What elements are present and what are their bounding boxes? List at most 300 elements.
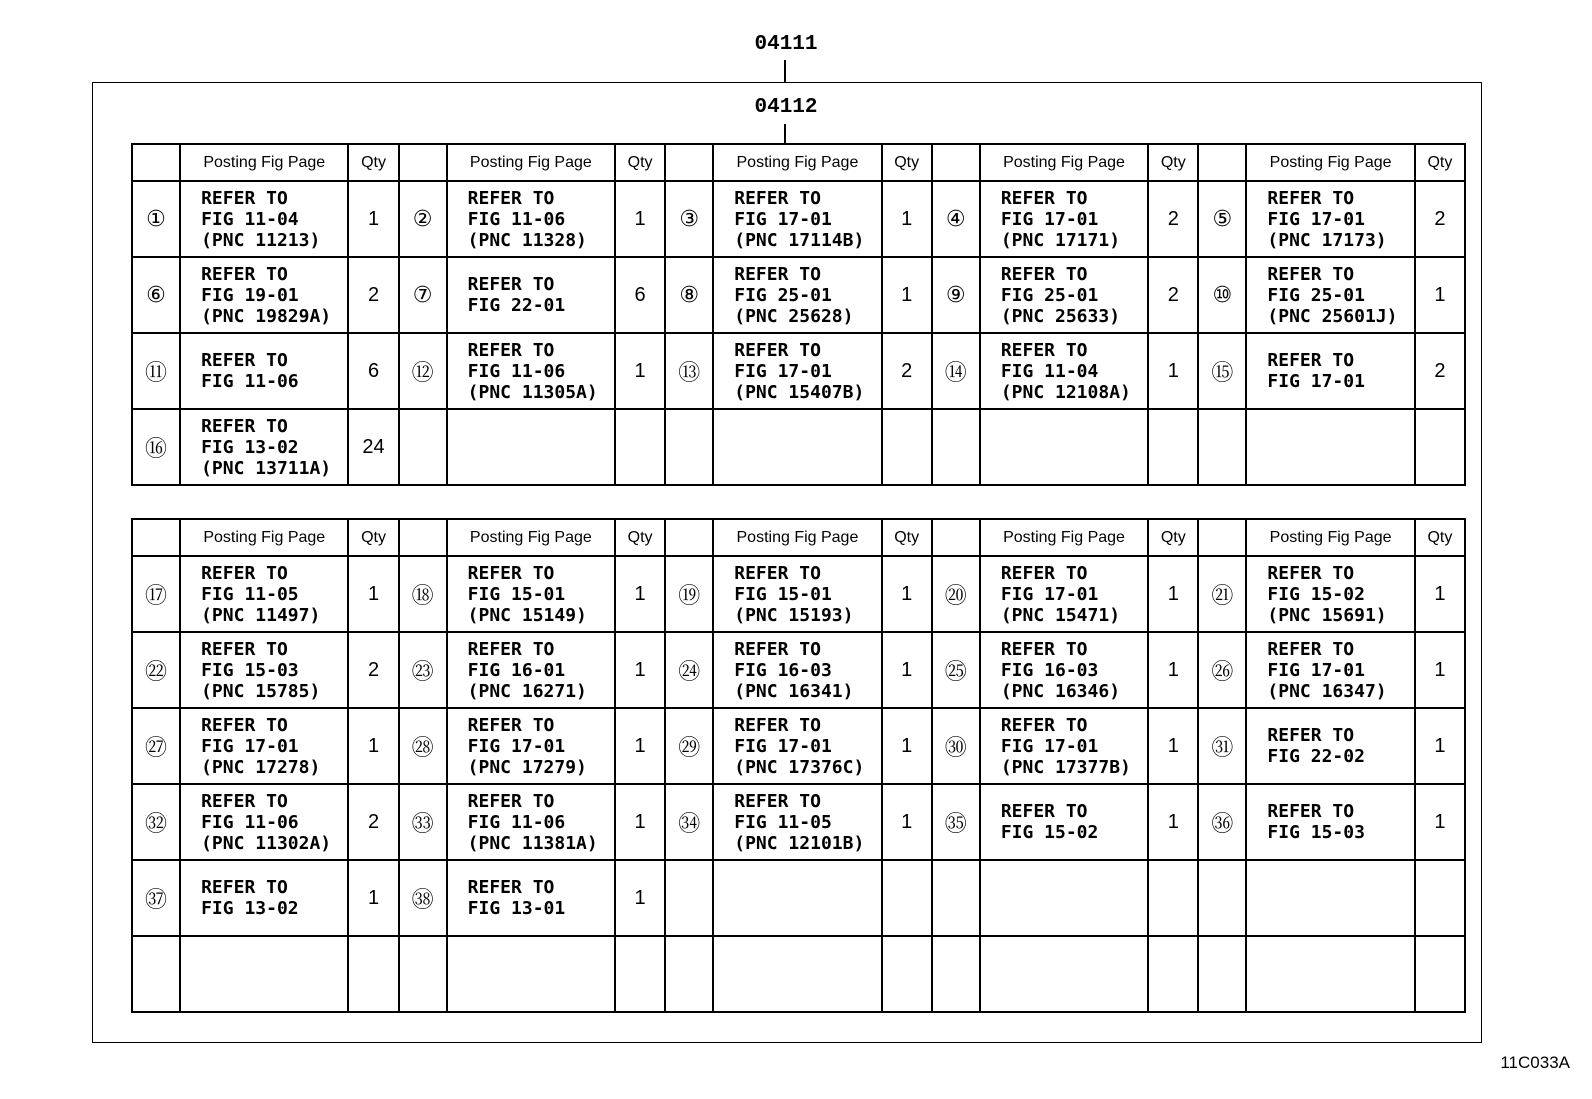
reference-cell <box>180 860 348 936</box>
header-posting-fig-page: Posting Fig Page <box>1246 519 1414 556</box>
reference-line: (PNC 17376C) <box>734 756 865 778</box>
reference-cell <box>713 936 881 1012</box>
reference-cell <box>1246 333 1414 409</box>
header-qty: Qty <box>882 144 932 181</box>
reference-cell <box>980 409 1148 485</box>
header-qty: Qty <box>348 144 398 181</box>
quantity: 1 <box>615 632 665 708</box>
reference-line: FIG 17-01 <box>1000 208 1099 230</box>
quantity <box>882 409 932 485</box>
header-blank <box>399 519 447 556</box>
reference-line: FIG 11-06 <box>467 360 566 382</box>
reference-line: FIG 15-02 <box>1267 583 1365 605</box>
reference-line: REFER TO <box>1267 350 1355 371</box>
item-number: ㉛ <box>1198 708 1246 784</box>
quantity <box>1415 936 1465 1012</box>
quantity: 2 <box>1415 333 1465 409</box>
reference-table-lower <box>131 518 1466 1013</box>
header-qty: Qty <box>1415 144 1465 181</box>
item-number: ㉒ <box>132 632 180 708</box>
quantity: 24 <box>348 409 398 485</box>
quantity: 1 <box>1148 556 1198 632</box>
item-number: ㉔ <box>665 632 713 708</box>
quantity <box>1415 409 1465 485</box>
reference-cell <box>1246 556 1414 632</box>
reference-cell <box>180 632 348 708</box>
reference-line: REFER TO <box>1267 263 1355 285</box>
callout-outer: 04111 <box>754 33 818 56</box>
reference-line: FIG 13-02 <box>201 436 299 458</box>
quantity: 1 <box>882 632 932 708</box>
leader-outer <box>784 60 786 82</box>
item-number: ⑯ <box>132 409 180 485</box>
reference-cell <box>180 936 348 1012</box>
quantity <box>615 409 665 485</box>
quantity: 1 <box>348 708 398 784</box>
reference-cell <box>1246 860 1414 936</box>
reference-line: FIG 16-03 <box>1000 659 1099 681</box>
reference-line: (PNC 12101B) <box>734 832 865 854</box>
quantity: 2 <box>1415 181 1465 257</box>
reference-line: (PNC 15193) <box>734 604 854 626</box>
reference-cell <box>180 257 348 333</box>
item-number <box>1198 860 1246 936</box>
reference-line: FIG 25-01 <box>1267 284 1365 306</box>
reference-line: REFER TO <box>201 638 288 660</box>
item-number <box>932 860 980 936</box>
item-number <box>665 860 713 936</box>
table-row <box>132 257 1465 333</box>
header-blank <box>665 144 713 181</box>
reference-line: (PNC 11497) <box>201 604 321 626</box>
reference-cell <box>713 556 881 632</box>
item-number: ⑦ <box>399 257 447 333</box>
item-number: ⑱ <box>399 556 447 632</box>
item-number <box>665 409 713 485</box>
item-number: ㉞ <box>665 784 713 860</box>
item-number: ③ <box>665 181 713 257</box>
reference-cell <box>980 556 1148 632</box>
reference-cell <box>1246 257 1414 333</box>
reference-line: FIG 25-01 <box>734 284 832 306</box>
reference-cell <box>447 860 615 936</box>
table-row <box>132 632 1465 708</box>
reference-line: (PNC 19829A) <box>201 305 332 327</box>
reference-cell <box>713 860 881 936</box>
header-posting-fig-page: Posting Fig Page <box>713 519 881 556</box>
reference-line: FIG 11-06 <box>467 208 566 230</box>
reference-line: FIG 22-02 <box>1267 746 1365 767</box>
item-number: ⑮ <box>1198 333 1246 409</box>
quantity: 2 <box>882 333 932 409</box>
header-blank <box>665 519 713 556</box>
reference-line: REFER TO <box>201 350 288 371</box>
reference-line: (PNC 15407B) <box>734 381 865 403</box>
item-number: ⑨ <box>932 257 980 333</box>
reference-line: REFER TO <box>201 263 288 285</box>
reference-cell <box>447 409 615 485</box>
reference-line: FIG 16-03 <box>734 659 832 681</box>
reference-line: (PNC 17171) <box>1000 229 1121 251</box>
reference-line: FIG 22-01 <box>467 295 566 316</box>
item-number: ④ <box>932 181 980 257</box>
reference-line: REFER TO <box>734 714 821 736</box>
reference-line: (PNC 25601J) <box>1267 305 1398 327</box>
quantity <box>348 936 398 1012</box>
callout-inner: 04112 <box>754 96 818 119</box>
header-posting-fig-page: Posting Fig Page <box>447 519 615 556</box>
reference-cell <box>713 784 881 860</box>
reference-line: (PNC 15785) <box>201 680 321 702</box>
quantity <box>882 936 932 1012</box>
reference-line: REFER TO <box>467 187 555 209</box>
reference-line: REFER TO <box>1000 263 1088 285</box>
reference-line: FIG 17-01 <box>467 735 566 757</box>
header-posting-fig-page: Posting Fig Page <box>180 144 348 181</box>
reference-line: FIG 11-06 <box>201 811 299 833</box>
item-number: ㉟ <box>932 784 980 860</box>
header-posting-fig-page: Posting Fig Page <box>1246 144 1414 181</box>
reference-line: REFER TO <box>734 187 821 209</box>
reference-line: (PNC 11302A) <box>201 832 332 854</box>
item-number: ⑩ <box>1198 257 1246 333</box>
reference-line: (PNC 15691) <box>1267 604 1387 626</box>
table-row <box>132 556 1465 632</box>
quantity: 2 <box>348 632 398 708</box>
reference-cell <box>980 632 1148 708</box>
reference-line: REFER TO <box>1000 638 1088 660</box>
item-number: ㉜ <box>132 784 180 860</box>
item-number: ⑤ <box>1198 181 1246 257</box>
header-posting-fig-page: Posting Fig Page <box>180 519 348 556</box>
item-number <box>1198 409 1246 485</box>
item-number: ㉝ <box>399 784 447 860</box>
reference-line: FIG 17-01 <box>1267 371 1365 392</box>
reference-cell <box>980 257 1148 333</box>
table-row <box>132 860 1465 936</box>
item-number: ㉘ <box>399 708 447 784</box>
quantity: 1 <box>1415 708 1465 784</box>
reference-line: FIG 17-01 <box>734 208 832 230</box>
header-qty: Qty <box>1415 519 1465 556</box>
header-posting-fig-page: Posting Fig Page <box>713 144 881 181</box>
item-number <box>132 936 180 1012</box>
reference-line: FIG 17-01 <box>1267 208 1365 230</box>
reference-line: REFER TO <box>1000 339 1088 361</box>
quantity: 1 <box>1415 784 1465 860</box>
header-posting-fig-page: Posting Fig Page <box>980 144 1148 181</box>
reference-line: REFER TO <box>201 562 288 584</box>
quantity: 1 <box>1415 257 1465 333</box>
header-blank <box>932 519 980 556</box>
header-blank <box>399 144 447 181</box>
reference-cell <box>447 936 615 1012</box>
reference-line: REFER TO <box>467 562 555 584</box>
reference-line: (PNC 15471) <box>1000 604 1121 626</box>
reference-line: REFER TO <box>1267 725 1355 746</box>
quantity: 1 <box>348 181 398 257</box>
table-row <box>132 333 1465 409</box>
reference-cell <box>1246 784 1414 860</box>
quantity: 1 <box>615 708 665 784</box>
reference-cell <box>180 556 348 632</box>
reference-line: REFER TO <box>734 263 821 285</box>
reference-cell <box>1246 936 1414 1012</box>
item-number <box>665 936 713 1012</box>
reference-line: FIG 13-02 <box>201 898 299 919</box>
reference-line: FIG 11-05 <box>734 811 832 833</box>
quantity: 1 <box>882 708 932 784</box>
item-number: ⑪ <box>132 333 180 409</box>
reference-cell <box>713 181 881 257</box>
reference-line: REFER TO <box>1267 187 1355 209</box>
reference-line: REFER TO <box>1267 562 1355 584</box>
reference-cell <box>1246 409 1414 485</box>
item-number <box>932 936 980 1012</box>
reference-line: (PNC 17278) <box>201 756 321 778</box>
table-row <box>132 181 1465 257</box>
item-number: ② <box>399 181 447 257</box>
reference-line: (PNC 16271) <box>467 680 587 702</box>
reference-line: REFER TO <box>201 415 288 437</box>
reference-line: FIG 17-01 <box>734 360 832 382</box>
reference-cell <box>980 860 1148 936</box>
reference-line: REFER TO <box>467 339 555 361</box>
quantity: 2 <box>1148 257 1198 333</box>
reference-line: FIG 15-01 <box>467 583 566 605</box>
quantity <box>1148 409 1198 485</box>
reference-cell <box>980 181 1148 257</box>
item-number: ⑰ <box>132 556 180 632</box>
item-number: ㉕ <box>932 632 980 708</box>
quantity <box>615 936 665 1012</box>
quantity: 1 <box>615 333 665 409</box>
header-qty: Qty <box>348 519 398 556</box>
reference-cell <box>447 556 615 632</box>
reference-line: REFER TO <box>201 877 288 898</box>
reference-line: FIG 11-05 <box>201 583 299 605</box>
reference-line: FIG 11-06 <box>467 811 566 833</box>
header-blank <box>1198 519 1246 556</box>
item-number <box>399 936 447 1012</box>
quantity: 1 <box>348 860 398 936</box>
reference-cell <box>180 409 348 485</box>
quantity: 1 <box>615 860 665 936</box>
item-number: ⑳ <box>932 556 980 632</box>
reference-cell <box>713 708 881 784</box>
quantity: 2 <box>348 257 398 333</box>
reference-table-upper <box>131 143 1466 486</box>
reference-cell <box>1246 708 1414 784</box>
reference-line: FIG 17-01 <box>734 735 832 757</box>
reference-line: FIG 16-01 <box>467 659 566 681</box>
reference-line: REFER TO <box>734 790 821 812</box>
reference-line: REFER TO <box>467 714 555 736</box>
reference-line: (PNC 25633) <box>1000 305 1121 327</box>
item-number: ㊱ <box>1198 784 1246 860</box>
header-blank <box>932 144 980 181</box>
reference-line: REFER TO <box>467 790 555 812</box>
reference-line: REFER TO <box>467 274 555 295</box>
reference-line: FIG 17-01 <box>1000 735 1099 757</box>
header-qty: Qty <box>615 519 665 556</box>
reference-cell <box>980 784 1148 860</box>
item-number <box>399 409 447 485</box>
reference-cell <box>180 784 348 860</box>
reference-line: (PNC 16347) <box>1267 680 1387 702</box>
reference-cell <box>1246 632 1414 708</box>
reference-line: REFER TO <box>734 638 821 660</box>
reference-cell <box>447 784 615 860</box>
reference-line: REFER TO <box>201 187 288 209</box>
figure-code: 11C033A <box>1500 1053 1570 1072</box>
quantity <box>1148 860 1198 936</box>
quantity: 2 <box>1148 181 1198 257</box>
reference-cell <box>980 333 1148 409</box>
reference-cell <box>713 333 881 409</box>
reference-line: REFER TO <box>201 790 288 812</box>
reference-line: (PNC 17114B) <box>734 229 865 251</box>
header-blank <box>132 144 180 181</box>
table-row <box>132 708 1465 784</box>
quantity: 1 <box>882 556 932 632</box>
reference-line: REFER TO <box>1000 187 1088 209</box>
reference-line: FIG 15-01 <box>734 583 832 605</box>
reference-line: (PNC 11381A) <box>467 832 598 854</box>
item-number <box>1198 936 1246 1012</box>
table-row <box>132 409 1465 485</box>
header-blank <box>1198 144 1246 181</box>
quantity: 1 <box>1148 784 1198 860</box>
reference-cell <box>980 936 1148 1012</box>
header-qty: Qty <box>615 144 665 181</box>
reference-line: REFER TO <box>467 638 555 660</box>
quantity: 1 <box>882 257 932 333</box>
item-number: ㉑ <box>1198 556 1246 632</box>
reference-cell <box>447 708 615 784</box>
header-blank <box>132 519 180 556</box>
reference-cell <box>180 333 348 409</box>
reference-line: FIG 17-01 <box>1000 583 1099 605</box>
reference-line: REFER TO <box>1000 562 1088 584</box>
quantity: 1 <box>882 784 932 860</box>
reference-line: (PNC 16341) <box>734 680 854 702</box>
reference-line: REFER TO <box>1267 801 1355 822</box>
quantity: 1 <box>1148 632 1198 708</box>
item-number: ① <box>132 181 180 257</box>
reference-line: REFER TO <box>201 714 288 736</box>
header-posting-fig-page: Posting Fig Page <box>980 519 1148 556</box>
item-number: ㊳ <box>399 860 447 936</box>
reference-line: REFER TO <box>1267 638 1355 660</box>
reference-cell <box>447 257 615 333</box>
quantity: 1 <box>615 181 665 257</box>
item-number: ㉚ <box>932 708 980 784</box>
header-row <box>132 519 1465 556</box>
reference-line: REFER TO <box>1000 714 1088 736</box>
quantity: 1 <box>1415 632 1465 708</box>
quantity <box>1415 860 1465 936</box>
reference-cell <box>980 708 1148 784</box>
table-row <box>132 936 1465 1012</box>
quantity: 1 <box>1415 556 1465 632</box>
quantity: 1 <box>882 181 932 257</box>
quantity <box>882 860 932 936</box>
quantity: 1 <box>615 784 665 860</box>
quantity: 6 <box>348 333 398 409</box>
leader-inner <box>784 124 786 143</box>
reference-cell <box>447 632 615 708</box>
header-qty: Qty <box>1148 519 1198 556</box>
item-number: ⑧ <box>665 257 713 333</box>
reference-line: (PNC 16346) <box>1000 680 1121 702</box>
quantity: 2 <box>348 784 398 860</box>
item-number: ㉗ <box>132 708 180 784</box>
item-number: ㊲ <box>132 860 180 936</box>
reference-line: (PNC 11305A) <box>467 381 598 403</box>
header-qty: Qty <box>1148 144 1198 181</box>
item-number: ⑥ <box>132 257 180 333</box>
reference-line: FIG 15-03 <box>201 659 299 681</box>
reference-line: FIG 15-03 <box>1267 822 1365 843</box>
reference-cell <box>1246 181 1414 257</box>
reference-cell <box>713 257 881 333</box>
reference-cell <box>447 333 615 409</box>
reference-line: FIG 17-01 <box>1267 659 1365 681</box>
reference-cell <box>713 632 881 708</box>
reference-line: (PNC 13711A) <box>201 457 332 479</box>
reference-line: REFER TO <box>1000 801 1088 822</box>
reference-line: (PNC 12108A) <box>1000 381 1131 403</box>
reference-line: REFER TO <box>734 562 821 584</box>
reference-line: FIG 15-02 <box>1000 822 1099 843</box>
reference-line: FIG 17-01 <box>201 735 299 757</box>
item-number: ⑭ <box>932 333 980 409</box>
reference-line: (PNC 11328) <box>467 229 587 251</box>
quantity <box>1148 936 1198 1012</box>
item-number: ⑲ <box>665 556 713 632</box>
reference-line: REFER TO <box>734 339 821 361</box>
reference-line: (PNC 25628) <box>734 305 854 327</box>
reference-line: (PNC 17279) <box>467 756 587 778</box>
reference-line: FIG 19-01 <box>201 284 299 306</box>
reference-cell <box>447 181 615 257</box>
reference-line: FIG 11-06 <box>201 371 299 392</box>
header-posting-fig-page: Posting Fig Page <box>447 144 615 181</box>
reference-line: (PNC 11213) <box>201 229 321 251</box>
header-qty: Qty <box>882 519 932 556</box>
table-row <box>132 784 1465 860</box>
quantity: 1 <box>1148 708 1198 784</box>
item-number: ⑫ <box>399 333 447 409</box>
reference-cell <box>180 181 348 257</box>
item-number <box>932 409 980 485</box>
quantity: 1 <box>1148 333 1198 409</box>
reference-line: (PNC 17173) <box>1267 229 1387 251</box>
reference-line: FIG 11-04 <box>201 208 299 230</box>
header-row <box>132 144 1465 181</box>
item-number: ⑬ <box>665 333 713 409</box>
reference-cell <box>713 409 881 485</box>
item-number: ㉓ <box>399 632 447 708</box>
item-number: ㉖ <box>1198 632 1246 708</box>
reference-line: FIG 25-01 <box>1000 284 1099 306</box>
reference-cell <box>180 708 348 784</box>
reference-line: FIG 13-01 <box>467 898 566 919</box>
reference-line: REFER TO <box>467 877 555 898</box>
reference-line: (PNC 17377B) <box>1000 756 1131 778</box>
reference-line: FIG 11-04 <box>1000 360 1099 382</box>
